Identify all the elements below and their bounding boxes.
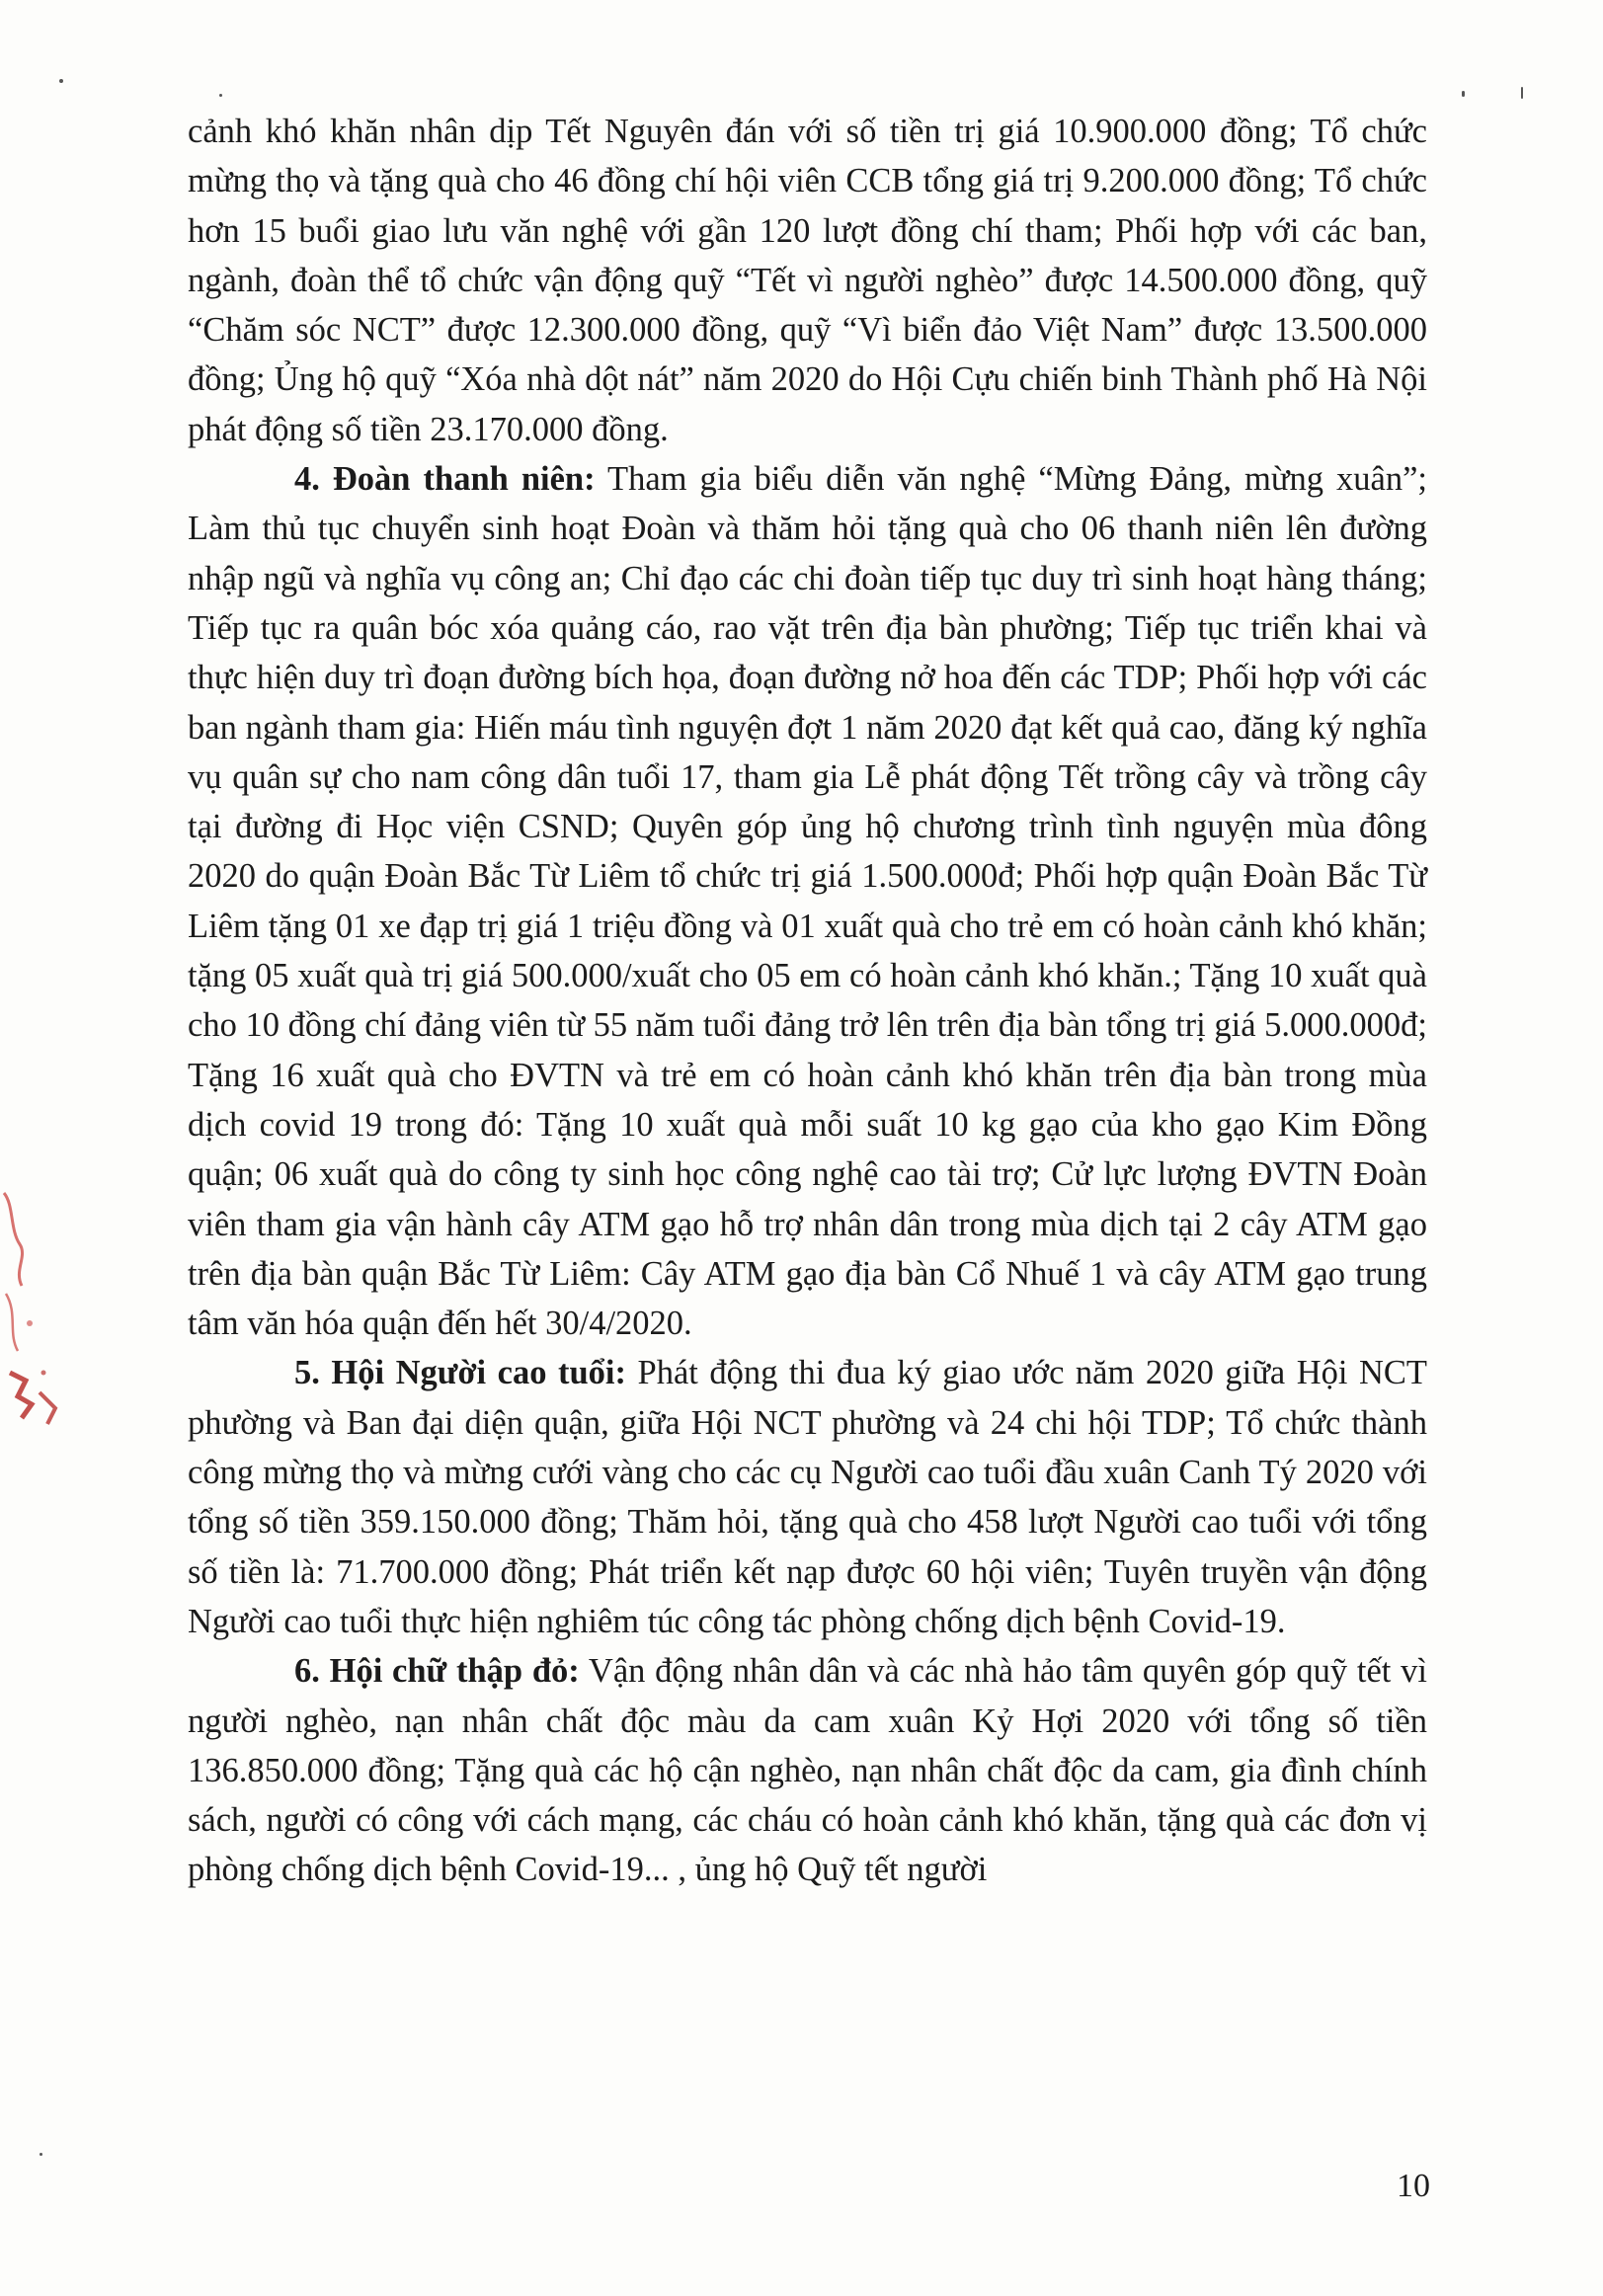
section-heading: 5. Hội Người cao tuổi:: [294, 1354, 627, 1392]
section-heading: 4. Đoàn thanh niên:: [294, 460, 596, 499]
scan-speck: [59, 79, 63, 83]
paragraph-text: Tham gia biểu diễn văn nghệ “Mừng Đảng, mừng xuân”; Làm thủ tục chuyển sinh hoạt Đoàn và thăm hỏi tặng quà cho 06 thanh niên lên đường nhập ngũ và nghĩa vụ công an; Chỉ đạo các chi đoàn tiếp tục duy trì sinh hoạt hàng tháng; Tiếp tục ra quân bóc xóa quảng cáo, rao vặt trên địa bàn phường; Tiếp tục triển khai và thực hiện duy trì đoạn đường bích họa, đoạn đường nở hoa đến các TDP; Phối hợp với các ban ngành tham gia: Hiến máu tình nguyện đợt 1 năm 2020 đạt kết quả cao, đăng ký nghĩa vụ quân sự cho nam công dân tuổi 17, tham gia Lễ phát động Tết trồng cây và trồng cây tại đường đi Học viện CSND; Quyên góp ủng hộ chương trình tình nguyện mùa đông 2020 do quận Đoàn Bắc Từ Liêm tổ chức trị giá 1.500.000đ; Phối hợp quận Đoàn Bắc Từ Liêm tặng 01 xe đạp trị giá 1 triệu đồng và 01 xuất quà cho trẻ em có hoàn cảnh khó khăn; tặng 05 xuất quà trị giá 500.000/xuất cho 05 em có hoàn cảnh khó khăn.; Tặng 10 xuất quà cho 10 đồng chí đảng viên từ 55 năm tuổi đảng trở lên trên địa bàn tổng trị giá 5.000.000đ; Tặng 16 xuất quà cho ĐVTN và trẻ em có hoàn cảnh khó khăn trên địa bàn trong mùa dịch covid 19 trong đó: Tặng 10 xuất quà mỗi suất 10 kg gạo của kho gạo Kim Đồng quận; 06 xuất quà do công ty sinh học công nghệ cao tài trợ; Cử lực lượng ĐVTN Đoàn viên tham gia vận hành cây ATM gạo hỗ trợ nhân dân trong mùa dịch tại 2 cây ATM gạo trên địa bàn quận Bắc Từ Liêm: Cây ATM gạo địa bàn Cổ Nhuế 1 và cây ATM gạo trung tâm văn hóa quận đến hết 30/4/2020.: [188, 460, 1428, 1343]
page-number: 10: [1397, 2168, 1430, 2204]
paragraph-hoi-nguoi-cao-tuoi: [188, 1348, 1427, 1646]
paragraph-text: cảnh khó khăn nhân dịp Tết Nguyên đán với số tiền trị giá 10.900.000 đồng; Tổ chức mừng thọ và tặng quà cho 46 đồng chí hội viên CCB tổng giá trị 9.200.000 đồng; Tổ chức hơn 15 buổi giao lưu văn nghệ với gần 120 lượt đồng chí tham; Phối hợp với các ban, ngành, đoàn thể tổ chức vận động quỹ “Tết vì người nghèo” được 14.500.000 đồng, quỹ “Chăm sóc NCT” được 12.300.000 đồng, quỹ “Vì biển đảo Việt Nam” được 13.500.000 đồng; Ủng hộ quỹ “Xóa nhà dột nát” năm 2020 do Hội Cựu chiến binh Thành phố Hà Nội phát động số tiền 23.170.000 đồng.: [188, 113, 1427, 448]
scan-speck: [1462, 91, 1465, 97]
paragraph-hoi-chu-thap-do: [188, 1646, 1427, 1894]
paragraph-text: Vận động nhân dân và các nhà hảo tâm quyên góp quỹ tết vì người nghèo, nạn nhân chất độc màu da cam xuân Kỷ Hợi 2020 với tổng số tiền 136.850.000 đồng; Tặng quà các hộ cận nghèo, nạn nhân chất độc da cam, gia đình chính sách, người có công với cách mạng, các cháu có hoàn cảnh khó khăn, tặng quà các đơn vị phòng chống dịch bệnh Covid-19... , ủng hộ Quỹ tết người: [188, 1652, 1427, 1889]
scan-speck: [1521, 87, 1523, 99]
red-seal-edge-mark: [0, 1175, 69, 1442]
scan-speck: [219, 94, 222, 97]
paragraph-text: Phát động thi đua ký giao ước năm 2020 giữa Hội NCT phường và Ban đại diện quận, giữa Hội NCT phường và 24 chi hội TDP; Tổ chức thành công mừng thọ và mừng cưới vàng cho các cụ Người cao tuổi đầu xuân Canh Tý 2020 với tổng số tiền 359.150.000 đồng; Thăm hỏi, tặng quà cho 458 lượt Người cao tuổi với tổng số tiền là: 71.700.000 đồng; Phát triển kết nạp được 60 hội viên; Tuyên truyền vận động Người cao tuổi thực hiện nghiêm túc công tác phòng chống dịch bệnh Covid-19.: [188, 1354, 1428, 1640]
scan-speck: [40, 2153, 42, 2156]
paragraph-continuation: [188, 107, 1427, 454]
paragraph-doan-thanh-nien: [188, 454, 1427, 1348]
document-body: [188, 107, 1427, 1895]
section-heading: 6. Hội chữ thập đỏ:: [294, 1652, 580, 1691]
